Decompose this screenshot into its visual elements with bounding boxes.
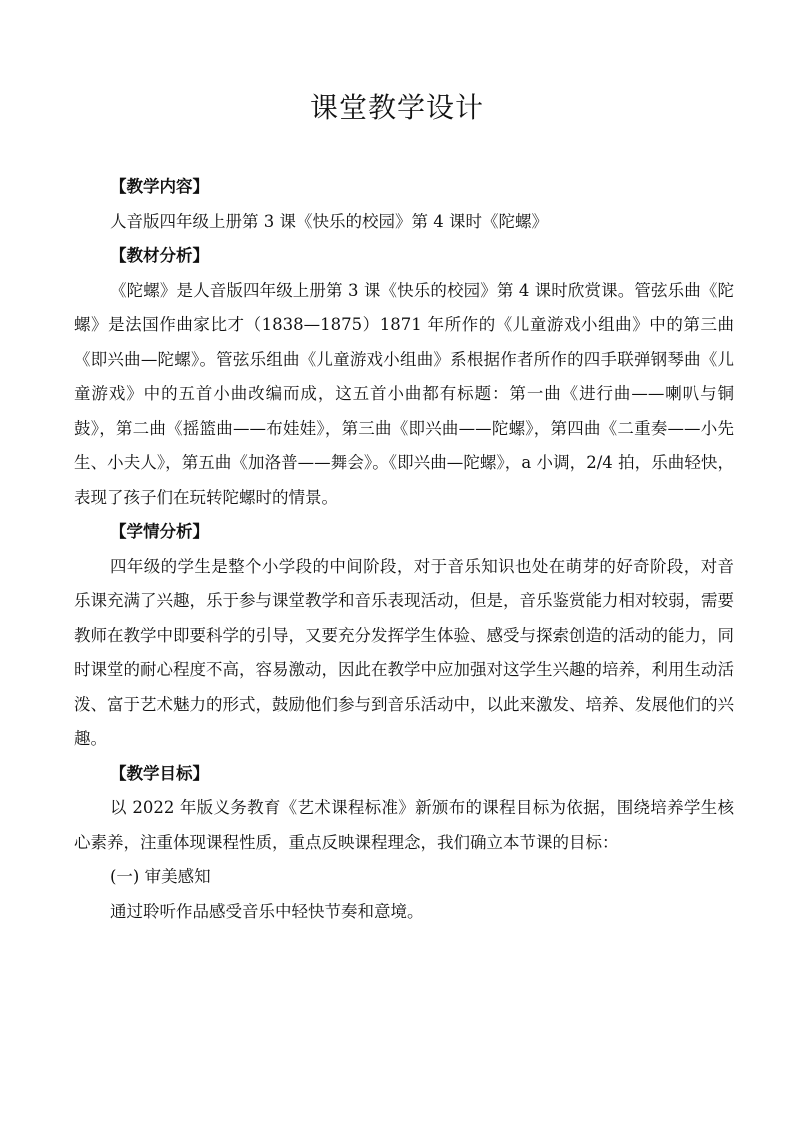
section-heading-material-analysis: 【教材分析】 <box>110 246 209 265</box>
teaching-objectives-paragraph: 以 2022 年版义务教育《艺术课程标准》新颁布的课程目标为依据，围绕培养学生核心素养，注重体现课程性质，重点反映课程理念，我们确立本节课的目标： <box>74 798 734 852</box>
document-body <box>74 170 734 929</box>
student-analysis-paragraph: 四年级的学生是整个小学段的中间阶段，对于音乐知识也处在萌芽的好奇阶段，对音乐课充满了兴趣，乐于参与课堂教学和音乐表现活动，但是，音乐鉴赏能力相对较弱，需要教师在教学中即要科学的引导，又要充分发挥学生体验、感受与探索创造的活动的能力，同时课堂的耐心程度不高，容易激动，因此在教学中应加强对这学生兴趣的培养，利用生动活泼、富于艺术魅力的形式，鼓励他们参与到音乐活动中，以此来激发、培养、发展他们的兴趣。 <box>74 556 734 748</box>
section-heading-teaching-objectives: 【教学目标】 <box>110 763 209 783</box>
material-analysis-paragraph: 《陀螺》是人音版四年级上册第 3 课《快乐的校园》第 4 课时欣赏课。管弦乐曲《陀螺》是法国作曲家比才（1838—1875）1871 年所作的《儿童游戏小组曲》中的第三曲《即兴曲—陀螺》。管弦乐组曲《儿童游戏小组曲》系根据作者所作的四手联弹钢琴曲《儿童游戏》中的五首小曲改编而成，这五首小曲都有标题：第一曲《进行曲——喇叭与铜鼓》，第二曲《摇篮曲——布娃娃》，第三曲《即兴曲——陀螺》，第四曲《二重奏——小先生、小夫人》，第五曲《加洛普——舞会》。《即兴曲—陀螺》，a 小调，2/4 拍，乐曲轻快，表现了孩子们在玩转陀螺时的情景。 <box>74 280 734 507</box>
objective-subheading-aesthetic: (一) 审美感知 <box>110 867 211 886</box>
objective-aesthetic-text: 通过聆听作品感受音乐中轻快节奏和意境。 <box>110 901 424 921</box>
section-heading-teaching-content: 【教学内容】 <box>110 177 209 196</box>
section-heading-student-analysis: 【学情分析】 <box>110 522 209 541</box>
page-title: 课堂教学设计 <box>309 91 484 124</box>
teaching-content-text: 人音版四年级上册第 3 课《快乐的校园》第 4 课时《陀螺》 <box>110 211 548 231</box>
